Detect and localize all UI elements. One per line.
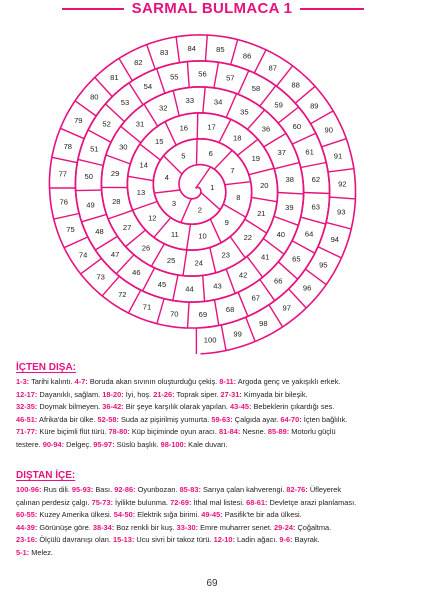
cell-number: 59: [274, 100, 283, 110]
cell-divider: [305, 269, 326, 285]
cell-divider: [82, 214, 107, 221]
cell-number: 43: [213, 281, 222, 291]
inside-out-clues: [16, 376, 408, 452]
clue-ref: 85-83:: [179, 485, 201, 494]
cell-divider: [88, 130, 111, 142]
cell-number: 32: [158, 103, 168, 113]
clue-text: Pasifik'te bir ada ülkesi.: [222, 510, 302, 520]
cell-divider: [197, 139, 198, 165]
clue-ref: 100-96:: [16, 485, 42, 494]
cell-number: 3: [171, 199, 177, 209]
cell-number: 84: [187, 43, 196, 53]
cell-number: 15: [154, 137, 164, 147]
clue-text: Melez.: [29, 547, 53, 557]
cell-number: 23: [221, 250, 230, 260]
clue-text: Küre biçimli flüt türü.: [37, 427, 109, 437]
clue-text: Ucu sivri bir takoz türü.: [134, 535, 214, 545]
cell-number: 68: [225, 304, 235, 314]
cell-number: 8: [236, 192, 241, 202]
cell-number: 85: [216, 45, 225, 54]
clue-line: [16, 484, 408, 497]
cell-divider: [231, 40, 238, 65]
cell-number: 22: [243, 233, 253, 243]
cell-divider: [214, 62, 219, 88]
cell-divider: [106, 155, 130, 164]
cell-divider: [76, 190, 102, 191]
cell-divider: [304, 193, 330, 194]
cell-number: 1: [210, 183, 215, 193]
cell-number: 100: [203, 335, 217, 345]
page-title: SARMAL BULMACA 1: [0, 0, 424, 18]
clue-ref: 15-13:: [112, 535, 135, 545]
cell-divider: [226, 269, 235, 293]
cell-divider: [52, 157, 77, 162]
clue-text: çalınan perdesiz çalgı.: [16, 497, 92, 507]
cell-divider: [188, 302, 190, 328]
cell-number: 39: [285, 203, 294, 212]
cell-number: 60: [292, 122, 302, 131]
cell-divider: [181, 199, 191, 223]
cell-number: 28: [112, 196, 121, 206]
cell-divider: [203, 275, 205, 301]
clue-ref: 68-61:: [246, 497, 268, 507]
cell-divider: [311, 111, 334, 124]
clue-text: İçten bağlılık.: [301, 414, 348, 424]
clue-text: Bası.: [93, 485, 115, 494]
clue-ref: 52-58:: [97, 414, 119, 424]
cell-divider: [210, 248, 216, 273]
clue-text: Rus dili.: [41, 485, 72, 494]
cell-number: 80: [90, 92, 99, 102]
clue-text: Boruda akan sıvının oluşturduğu çekiş.: [87, 377, 220, 386]
cell-number: 31: [135, 119, 145, 129]
cell-number: 62: [311, 174, 321, 184]
cell-number: 97: [282, 303, 291, 313]
cell-divider: [238, 292, 248, 316]
cell-number: 78: [63, 141, 73, 151]
clue-text: Motorlu güçlü: [289, 427, 336, 437]
cell-number: 98: [259, 318, 268, 328]
clue-ref: 72-69:: [170, 497, 192, 507]
clue-text: testere.: [16, 439, 43, 449]
clue-ref: 71-77:: [16, 427, 38, 437]
clue-text: Kuzey Amerika ülkesi.: [37, 510, 114, 520]
cell-divider: [238, 71, 249, 95]
cell-number: 91: [333, 151, 343, 161]
cell-divider: [147, 45, 156, 70]
cell-number: 45: [157, 280, 167, 290]
cell-divider: [274, 163, 299, 169]
cell-number: 7: [230, 165, 235, 175]
cell-number: 67: [251, 293, 261, 303]
cell-divider: [183, 250, 187, 276]
cell-number: 75: [66, 225, 75, 235]
clue-text: Nesne.: [240, 427, 268, 437]
cell-divider: [54, 214, 79, 220]
cell-divider: [326, 222, 351, 229]
clue-text: Suda az pişirilmiş yumurta.: [118, 414, 212, 424]
clue-line: [16, 522, 408, 535]
clue-text: Afrika'da bir ülke.: [37, 414, 98, 424]
cell-divider: [78, 159, 103, 165]
clue-ref: 8-11:: [219, 377, 237, 386]
clue-ref: 81-84:: [218, 427, 241, 437]
cell-number: 14: [139, 160, 148, 170]
cell-number: 88: [291, 80, 300, 90]
outside-in-clues: [16, 484, 408, 560]
clue-text: Devletçe arazi planlaması.: [267, 497, 357, 507]
clue-text: Emre muharrer senet.: [198, 522, 275, 532]
cell-number: 40: [276, 229, 286, 239]
cell-number: 46: [132, 268, 141, 278]
cell-number: 86: [242, 51, 252, 61]
clue-text: Oyunbozan.: [135, 485, 180, 494]
cell-divider: [225, 182, 251, 185]
cell-divider: [219, 119, 231, 142]
cell-number: 74: [78, 250, 88, 260]
cell-divider: [264, 133, 286, 147]
cell-number: 10: [198, 231, 207, 241]
clue-text: Dayanıklı, sağlam.: [37, 389, 103, 399]
cell-number: 34: [213, 97, 223, 107]
clue-ref: 38-34:: [92, 522, 115, 532]
cell-divider: [226, 94, 236, 118]
cell-number: 92: [338, 179, 347, 189]
cell-number: 48: [95, 226, 104, 236]
clue-ref: 49-45:: [201, 510, 223, 520]
clue-text: Bir şeye karşılık olarak yapılan.: [123, 402, 231, 412]
clue-line: [16, 534, 408, 547]
clue-line: [16, 376, 408, 389]
cell-divider: [128, 290, 140, 313]
cell-divider: [210, 219, 221, 243]
cell-number: 83: [159, 48, 169, 58]
cell-divider: [140, 144, 161, 160]
cell-number: 90: [324, 125, 333, 135]
clue-text: Toprak siper.: [174, 389, 221, 399]
clue-ref: 78-80:: [108, 427, 130, 437]
cell-divider: [292, 133, 316, 144]
clue-text: Çoğaltma.: [295, 522, 332, 532]
clue-ref: 95-93:: [71, 485, 94, 494]
clue-ref: 32-35:: [16, 402, 38, 412]
clue-line: [16, 509, 408, 522]
cell-number: 55: [170, 72, 179, 82]
clue-text: Kale duvarı.: [186, 439, 228, 449]
clue-text: Kimyada bir bileşik.: [241, 389, 308, 399]
cell-number: 37: [277, 147, 286, 157]
cell-divider: [269, 305, 283, 327]
cell-number: 96: [302, 283, 312, 293]
cell-divider: [187, 224, 191, 250]
cell-divider: [128, 176, 154, 180]
cell-number: 30: [119, 142, 128, 152]
spiral-start-cap: [196, 167, 211, 188]
cell-number: 53: [120, 98, 130, 108]
cell-divider: [246, 317, 255, 341]
clue-text: Ladin ağacı.: [234, 535, 280, 545]
clue-text: Elektrik sığa birimi.: [135, 510, 202, 520]
clue-ref: 23-16:: [16, 535, 38, 545]
clue-text: Üfleyerek: [307, 485, 342, 494]
cell-divider: [157, 69, 165, 94]
cell-divider: [328, 169, 354, 172]
cell-number: 20: [260, 181, 269, 191]
cell-divider: [143, 268, 155, 291]
cell-number: 79: [74, 116, 83, 126]
inside-out-heading: İÇTEN DIŞA:: [16, 362, 76, 373]
cell-number: 61: [305, 147, 314, 157]
cell-divider: [223, 204, 246, 217]
cell-number: 36: [261, 124, 271, 134]
page-number: 69: [206, 578, 218, 589]
cell-number: 33: [185, 96, 195, 106]
cell-number: 47: [110, 250, 120, 259]
cell-divider: [197, 113, 198, 139]
cell-number: 11: [170, 229, 179, 239]
clue-ref: 43-45:: [230, 402, 252, 412]
cell-number: 63: [311, 202, 320, 212]
cell-divider: [64, 237, 88, 248]
cell-divider: [95, 236, 117, 250]
clue-line: [16, 497, 408, 510]
cell-divider: [144, 104, 158, 126]
clue-text: İthal mal listesi.: [191, 497, 247, 507]
cell-divider: [154, 190, 180, 193]
clue-text: Argoda genç ve yakışıklı erkek.: [236, 377, 341, 386]
clue-line: [16, 414, 408, 427]
cell-divider: [203, 87, 205, 113]
cell-number: 19: [251, 154, 261, 164]
outside-in-heading: DIŞTAN İÇE:: [16, 470, 76, 481]
cell-divider: [221, 325, 226, 351]
clue-ref: 98-100:: [160, 439, 187, 449]
clue-line: [16, 439, 408, 452]
cell-number: 51: [90, 144, 99, 154]
cell-number: 73: [96, 272, 105, 282]
clue-ref: 60-55:: [16, 510, 38, 520]
cell-number: 70: [170, 309, 179, 319]
cell-divider: [201, 192, 220, 209]
clue-text: Tarihi kalıntı.: [29, 377, 75, 386]
cell-divider: [301, 217, 326, 224]
cell-number: 6: [208, 148, 213, 158]
cell-number: 29: [110, 168, 120, 178]
clue-ref: 85-89:: [267, 427, 290, 437]
cell-divider: [205, 35, 207, 61]
cell-number: 64: [304, 229, 314, 239]
clue-text: Küp biçiminde oyun aracı.: [129, 427, 219, 437]
cell-number: 25: [166, 255, 176, 265]
cell-number: 72: [118, 290, 127, 300]
cell-number: 52: [102, 119, 111, 129]
cell-number: 44: [185, 284, 194, 294]
cell-number: 71: [142, 302, 152, 312]
cell-number: 99: [233, 329, 242, 339]
clue-ref: 54-50:: [113, 510, 136, 520]
cell-divider: [330, 197, 356, 199]
clue-ref: 44-39:: [16, 522, 38, 532]
clue-text: Delgeç.: [64, 439, 94, 449]
cell-number: 66: [273, 276, 283, 286]
cell-number: 16: [179, 123, 189, 133]
clue-ref: 82-76:: [286, 485, 308, 494]
cell-divider: [245, 219, 267, 233]
clue-ref: 9-6:: [279, 535, 293, 545]
cell-number: 18: [232, 133, 242, 143]
clue-ref: 92-86:: [114, 485, 136, 494]
cell-number: 38: [285, 175, 294, 185]
clue-ref: 12-17:: [16, 389, 38, 399]
cell-number: 2: [197, 205, 203, 215]
clue-text: Doymak bilmeyen.: [37, 402, 103, 412]
cell-divider: [277, 66, 293, 86]
clue-line: [16, 389, 408, 402]
cell-divider: [215, 300, 219, 326]
clue-ref: 5-1:: [16, 547, 30, 557]
clue-line: [16, 547, 408, 560]
cell-divider: [278, 193, 304, 194]
cell-divider: [322, 139, 347, 147]
cell-divider: [129, 83, 143, 105]
cell-number: 24: [194, 258, 204, 268]
clue-line: [16, 426, 408, 439]
title-bar: [0, 0, 424, 18]
clue-ref: 18-20:: [102, 389, 124, 399]
cell-divider: [260, 279, 275, 300]
cell-divider: [249, 168, 274, 174]
cell-divider: [274, 216, 299, 225]
clue-ref: 21-26:: [153, 389, 175, 399]
clue-text: Ölçülü davranışı olan.: [37, 535, 113, 545]
clue-text: Boz renkli bir kuş.: [114, 522, 177, 532]
clue-text: İyilikte bulunma.: [112, 497, 171, 507]
cell-number: 57: [226, 73, 235, 83]
cell-number: 41: [260, 252, 270, 262]
cell-number: 58: [251, 84, 261, 93]
cell-divider: [151, 244, 164, 267]
cell-number: 54: [143, 82, 153, 92]
cell-divider: [278, 107, 298, 123]
cell-number: 27: [122, 222, 132, 232]
spiral-puzzle: [0, 18, 424, 358]
cell-number: 17: [207, 122, 216, 132]
cell-number: 76: [59, 197, 68, 207]
cell-number: 95: [319, 260, 328, 270]
cell-number: 50: [84, 172, 93, 181]
cell-divider: [254, 50, 266, 73]
cell-number: 49: [86, 200, 95, 210]
clue-text: Sarıya çalan kahverengi.: [200, 485, 287, 494]
clue-ref: 59-63:: [211, 414, 233, 424]
cell-divider: [251, 197, 277, 201]
cell-divider: [165, 122, 176, 146]
cell-divider: [187, 62, 189, 88]
clue-ref: 33-30:: [176, 522, 199, 532]
cell-divider: [176, 37, 179, 63]
cell-number: 12: [148, 213, 157, 223]
cell-divider: [173, 91, 179, 116]
cell-number: 94: [330, 234, 340, 244]
cell-divider: [164, 156, 182, 174]
clue-text: Görünüşe göre.: [37, 522, 93, 532]
clue-text: Çalgıda ayar.: [232, 414, 281, 424]
cell-number: 42: [238, 270, 248, 280]
cell-divider: [121, 126, 141, 143]
cell-number: 5: [181, 151, 186, 161]
cell-number: 35: [240, 107, 249, 117]
clue-ref: 75-73:: [91, 497, 113, 507]
clue-ref: 1-3:: [16, 377, 30, 386]
cell-divider: [75, 101, 96, 116]
cell-divider: [119, 58, 132, 80]
cell-number: 26: [141, 243, 151, 253]
cell-divider: [60, 128, 84, 138]
clue-ref: 36-42:: [102, 402, 124, 412]
clue-ref: 4-7:: [74, 377, 88, 386]
clue-ref: 64-70:: [280, 414, 302, 424]
clue-ref: 27-31:: [220, 389, 242, 399]
cell-divider: [133, 202, 158, 211]
cell-number: 21: [257, 208, 266, 218]
clue-text: Bebeklerin çıkardığı ses.: [251, 402, 335, 412]
cell-number: 69: [198, 310, 208, 320]
cell-number: 82: [134, 58, 143, 67]
clue-ref: 95-97:: [93, 439, 115, 449]
clue-ref: 90-94:: [42, 439, 65, 449]
cell-number: 4: [164, 173, 170, 183]
clue-ref: 29-24:: [274, 522, 296, 532]
cell-divider: [301, 163, 327, 168]
clue-line: [16, 401, 408, 414]
cell-divider: [157, 299, 164, 324]
clue-ref: 46-51:: [16, 414, 38, 424]
cell-number: 9: [224, 217, 229, 227]
cell-number: 13: [136, 188, 146, 197]
cell-divider: [173, 275, 178, 301]
cell-divider: [108, 210, 133, 219]
cell-number: 77: [58, 169, 68, 179]
clue-ref: 12-10:: [213, 535, 235, 545]
cell-number: 56: [198, 69, 207, 79]
cell-number: 89: [310, 101, 319, 111]
cell-number: 81: [110, 73, 119, 83]
cell-divider: [318, 247, 341, 258]
cell-number: 93: [336, 207, 346, 217]
cell-number: 65: [292, 254, 301, 264]
cell-divider: [292, 241, 315, 254]
clue-text: İyi, hoş.: [123, 389, 154, 399]
cell-number: 87: [268, 63, 277, 73]
clue-text: Süslü başlık.: [114, 439, 161, 449]
clue-text: Bayrak.: [292, 535, 320, 545]
